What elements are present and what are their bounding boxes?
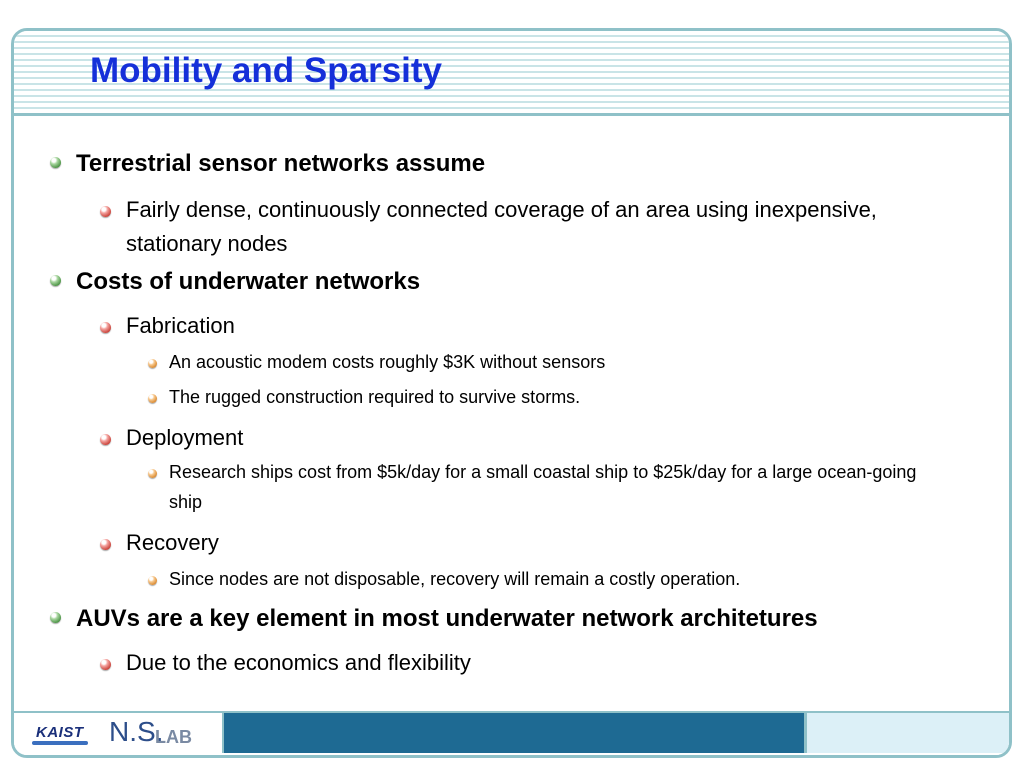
red-bullet-icon [100, 659, 111, 670]
bullet-level3 [148, 570, 948, 594]
bullet-level1 [50, 604, 1000, 634]
bullet-level1 [50, 149, 970, 179]
slide-footer [14, 711, 1009, 755]
green-bullet-icon [50, 275, 61, 286]
orange-bullet-icon [148, 359, 157, 368]
red-bullet-icon [100, 539, 111, 550]
footer-bar-dark [224, 713, 807, 753]
bullet-text: Costs of underwater networks [76, 268, 421, 295]
bullet-level2 [100, 199, 880, 261]
bullet-level3 [148, 388, 948, 412]
red-bullet-icon [100, 322, 111, 333]
bullet-text: Fabrication [126, 313, 235, 338]
red-bullet-icon [100, 206, 111, 217]
nslab-logo-sub: LAB [155, 727, 192, 747]
bullet-level2 [100, 427, 900, 455]
bullet-level2 [100, 532, 900, 560]
slide-frame [11, 28, 1012, 758]
bullet-text: Fairly dense, continuously connected coverage of an area using inexpensive, stationary nodes [126, 197, 877, 256]
bullet-text: Terrestrial sensor networks assume [76, 150, 486, 177]
footer-bar-light [807, 713, 1009, 753]
green-bullet-icon [50, 157, 61, 168]
bullet-level3 [148, 353, 948, 377]
bullet-text: An acoustic modem costs roughly $3K without sensors [169, 352, 606, 372]
orange-bullet-icon [148, 469, 157, 478]
logo-area [14, 713, 224, 753]
bullet-text: Deployment [126, 425, 244, 450]
slide-title: Mobility and Sparsity [90, 51, 442, 90]
bullet-text: Due to the economics and flexibility [126, 650, 471, 675]
kaist-swoosh-icon [32, 741, 88, 745]
bullet-level3 [148, 463, 938, 517]
bullet-level2 [100, 652, 900, 680]
bullet-text: Recovery [126, 530, 219, 555]
bullet-text: Research ships cost from $5k/day for a small coastal ship to $25k/day for a large ocean-going ship [169, 462, 917, 512]
bullet-level2 [100, 315, 900, 343]
orange-bullet-icon [148, 576, 157, 585]
red-bullet-icon [100, 434, 111, 445]
green-bullet-icon [50, 612, 61, 623]
bullet-level1 [50, 267, 970, 297]
bullet-text: The rugged construction required to survive storms. [169, 387, 581, 407]
kaist-logo: KAIST [36, 724, 84, 741]
bullet-text: Since nodes are not disposable, recovery will remain a costly operation. [169, 569, 741, 589]
orange-bullet-icon [148, 394, 157, 403]
bullet-text: AUVs are a key element in most underwater network architetures [76, 605, 818, 632]
nslab-logo-main: N.S. [109, 716, 164, 747]
